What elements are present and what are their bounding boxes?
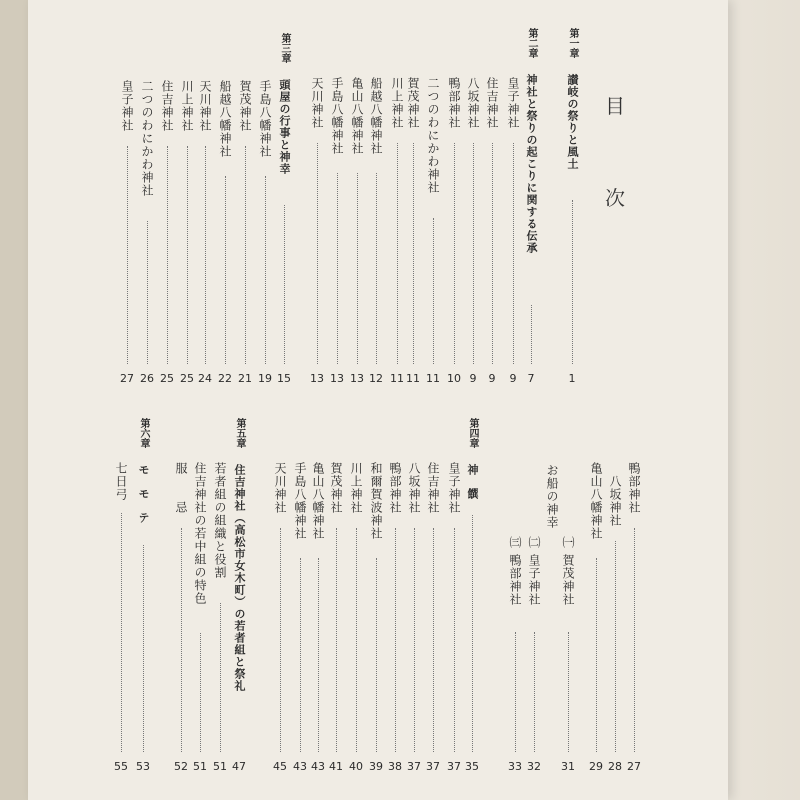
ch3-item-0-leader xyxy=(265,176,266,364)
ch2-item-7-title: 船越八幡神社 xyxy=(369,77,383,155)
ch2-item-9-title: 手島八幡神社 xyxy=(330,77,344,155)
ch2-item-9-page: 13 xyxy=(330,372,344,385)
ch2-item-2-leader xyxy=(473,143,474,364)
chapter-5-label: 第五章 xyxy=(234,418,245,448)
ch3-cont-5-title: ㈡ 皇子神社 xyxy=(527,536,541,606)
ch4-item-5-leader xyxy=(356,528,357,752)
ch4-item-6-title: 賀茂神社 xyxy=(329,462,343,514)
ch3-cont-0-page: 27 xyxy=(627,760,641,773)
chapter-4-leader xyxy=(472,515,473,752)
ch5-item-1-page: 51 xyxy=(193,760,207,773)
ch2-item-7-leader xyxy=(376,173,377,364)
ch3-item-5-title: 住吉神社 xyxy=(160,80,174,132)
ch5-item-0-page: 51 xyxy=(213,760,227,773)
ch2-item-6-title: 川上神社 xyxy=(390,77,404,129)
ch2-item-8-title: 亀山八幡神社 xyxy=(350,77,364,155)
title-ji: 次 xyxy=(605,186,625,210)
ch4-item-4-title: 和爾賀波神社 xyxy=(369,462,383,540)
ch3-cont-0-title: 鴨部神社 xyxy=(627,462,641,514)
ch3-cont-2-leader xyxy=(596,558,597,752)
ch6-item-0-leader xyxy=(121,513,122,752)
chapter-2-leader xyxy=(531,305,532,364)
chapter-4-page: 35 xyxy=(465,760,479,773)
ch4-item-6-page: 41 xyxy=(329,760,343,773)
ch5-item-1-title: 住吉神社の若中組の特色 xyxy=(193,462,207,605)
ch3-cont-4-page: 31 xyxy=(561,760,575,773)
ch2-item-7-page: 12 xyxy=(369,372,383,385)
ch2-item-5-title: 賀茂神社 xyxy=(406,77,420,129)
chapter-5-page: 47 xyxy=(232,760,246,773)
ch3-cont-5-leader xyxy=(534,632,535,752)
ch4-item-0-title: 皇子神社 xyxy=(447,462,461,514)
chapter-2-label: 第二章 xyxy=(526,28,537,58)
ch4-item-8-leader xyxy=(300,558,301,752)
ch3-item-0-title: 手島八幡神社 xyxy=(258,80,272,158)
ch5-item-2-page: 52 xyxy=(174,760,188,773)
ch2-item-0-leader xyxy=(513,143,514,364)
chapter-6-label: 第六章 xyxy=(138,418,149,448)
ch3-cont-2-title: 亀山八幡神社 xyxy=(589,462,603,540)
ch2-item-5-leader xyxy=(413,143,414,364)
ch2-item-1-leader xyxy=(492,143,493,364)
ch4-item-7-page: 43 xyxy=(311,760,325,773)
ch2-item-10-leader xyxy=(317,143,318,364)
ch6-item-0-title: 七日弓 xyxy=(114,462,128,501)
ch4-item-5-title: 川上神社 xyxy=(349,462,363,514)
ch4-item-0-leader xyxy=(454,528,455,752)
ch3-cont-6-page: 33 xyxy=(508,760,522,773)
ch2-item-0-title: 皇子神社 xyxy=(506,77,520,129)
ch2-item-4-page: 11 xyxy=(426,372,440,385)
ch3-cont-1-leader xyxy=(615,541,616,752)
chapter-3-title: 頭屋の行事と神幸 xyxy=(278,79,291,175)
ch2-item-3-page: 10 xyxy=(447,372,461,385)
ch2-item-6-leader xyxy=(397,143,398,364)
ch3-cont-3-title: お船の神幸 xyxy=(545,464,559,529)
ch2-item-0-page: 9 xyxy=(509,372,517,385)
ch2-item-6-page: 11 xyxy=(390,372,404,385)
chapter-5-title: 住吉神社（高松市女木町）の若者組と祭礼 xyxy=(233,464,246,692)
ch3-item-6-page: 26 xyxy=(140,372,154,385)
ch3-item-6-title: 二つのわにかわ神社 xyxy=(140,80,154,197)
ch2-item-4-leader xyxy=(433,218,434,364)
ch2-item-1-page: 9 xyxy=(488,372,496,385)
ch2-item-10-title: 天川神社 xyxy=(310,77,324,129)
ch3-item-7-leader xyxy=(127,146,128,364)
ch4-item-8-title: 手島八幡神社 xyxy=(293,462,307,540)
ch2-item-3-leader xyxy=(454,143,455,364)
ch3-cont-1-page: 28 xyxy=(608,760,622,773)
ch2-item-3-title: 鴨部神社 xyxy=(447,77,461,129)
chapter-6-title: モ モ テ xyxy=(137,464,150,524)
ch3-item-3-title: 天川神社 xyxy=(198,80,212,132)
ch2-item-8-leader xyxy=(357,173,358,364)
ch4-item-0-page: 37 xyxy=(447,760,461,773)
ch5-item-2-title: 服 忌 xyxy=(174,462,188,514)
ch4-item-5-page: 40 xyxy=(349,760,363,773)
title-moku: 目 xyxy=(605,94,625,118)
ch3-item-3-leader xyxy=(205,146,206,364)
chapter-4-title: 神 饌 xyxy=(466,464,479,500)
ch2-item-8-page: 13 xyxy=(350,372,364,385)
ch4-item-2-title: 八坂神社 xyxy=(407,462,421,514)
ch4-item-8-page: 43 xyxy=(293,760,307,773)
ch4-item-1-title: 住吉神社 xyxy=(426,462,440,514)
ch3-item-2-title: 船越八幡神社 xyxy=(218,80,232,158)
ch4-item-4-page: 39 xyxy=(369,760,383,773)
ch2-item-2-page: 9 xyxy=(469,372,477,385)
ch4-item-1-leader xyxy=(433,528,434,752)
ch4-item-7-title: 亀山八幡神社 xyxy=(311,462,325,540)
ch5-item-2-leader xyxy=(181,528,182,752)
chapter-3-page: 15 xyxy=(277,372,291,385)
ch2-item-10-page: 13 xyxy=(310,372,324,385)
chapter-1-leader xyxy=(572,200,573,364)
ch3-item-7-title: 皇子神社 xyxy=(120,80,134,132)
ch3-item-2-leader xyxy=(225,176,226,364)
ch4-item-3-page: 38 xyxy=(388,760,402,773)
ch4-item-2-leader xyxy=(414,528,415,752)
ch6-item-0-page: 55 xyxy=(114,760,128,773)
chapter-2-title: 神社と祭りの起こりに関する伝承 xyxy=(525,74,538,254)
ch3-item-5-page: 25 xyxy=(160,372,174,385)
chapter-1-title: 讃岐の祭りと風土 xyxy=(566,74,579,170)
ch3-item-5-leader xyxy=(167,146,168,364)
chapter-2-page: 7 xyxy=(527,372,535,385)
chapter-1-label: 第一章 xyxy=(567,28,578,58)
chapter-1-page: 1 xyxy=(568,372,576,385)
ch3-item-3-page: 24 xyxy=(198,372,212,385)
chapter-6-page: 53 xyxy=(136,760,150,773)
ch3-item-6-leader xyxy=(147,221,148,364)
ch3-item-2-page: 22 xyxy=(218,372,232,385)
ch2-item-2-title: 八坂神社 xyxy=(466,77,480,129)
ch3-cont-5-page: 32 xyxy=(527,760,541,773)
ch4-item-3-leader xyxy=(395,528,396,752)
ch4-item-2-page: 37 xyxy=(407,760,421,773)
ch3-item-4-leader xyxy=(187,146,188,364)
ch2-item-5-page: 11 xyxy=(406,372,420,385)
ch4-item-3-title: 鴨部神社 xyxy=(388,462,402,514)
ch4-item-9-page: 45 xyxy=(273,760,287,773)
ch3-item-1-leader xyxy=(245,146,246,364)
ch4-item-6-leader xyxy=(336,528,337,752)
ch3-cont-6-leader xyxy=(515,632,516,752)
ch3-item-4-title: 川上神社 xyxy=(180,80,194,132)
ch4-item-9-leader xyxy=(280,528,281,752)
ch4-item-7-leader xyxy=(318,558,319,752)
ch2-item-1-title: 住吉神社 xyxy=(485,77,499,129)
chapter-6-leader xyxy=(143,545,144,752)
ch3-item-0-page: 19 xyxy=(258,372,272,385)
ch5-item-0-leader xyxy=(220,603,221,752)
ch5-item-0-title: 若者組の組織と役割 xyxy=(213,462,227,579)
ch3-item-1-title: 賀茂神社 xyxy=(238,80,252,132)
ch3-item-4-page: 25 xyxy=(180,372,194,385)
ch3-item-1-page: 21 xyxy=(238,372,252,385)
chapter-3-label: 第三章 xyxy=(279,33,290,63)
ch3-cont-6-title: ㈢ 鴨部神社 xyxy=(508,536,522,606)
ch4-item-4-leader xyxy=(376,558,377,752)
ch5-item-1-leader xyxy=(200,633,201,752)
ch3-item-7-page: 27 xyxy=(120,372,134,385)
ch4-item-9-title: 天川神社 xyxy=(273,462,287,514)
ch3-cont-0-leader xyxy=(634,528,635,752)
ch3-cont-1-title: 八坂神社 xyxy=(608,475,622,527)
ch2-item-4-title: 二つのわにかわ神社 xyxy=(426,77,440,194)
ch2-item-9-leader xyxy=(337,173,338,364)
chapter-4-label: 第四章 xyxy=(467,418,478,448)
ch3-cont-4-title: ㈠ 賀茂神社 xyxy=(561,536,575,606)
ch3-cont-4-leader xyxy=(568,632,569,752)
ch3-cont-2-page: 29 xyxy=(589,760,603,773)
chapter-3-leader xyxy=(284,205,285,364)
ch4-item-1-page: 37 xyxy=(426,760,440,773)
